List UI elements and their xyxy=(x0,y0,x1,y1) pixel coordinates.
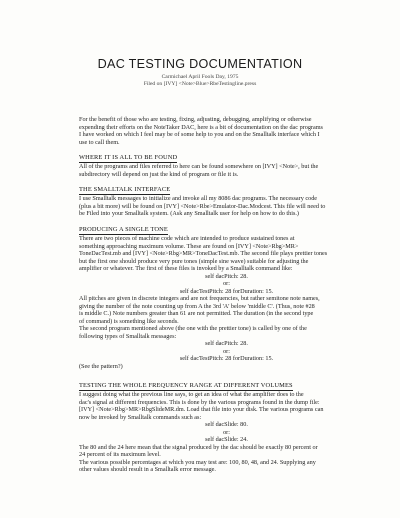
heading-text: TESTING THE WHOLE FREQUENCY RANGE AT DIFFERENT VOLUMES xyxy=(79,382,293,389)
section-body-smalltalk xyxy=(79,195,374,218)
intro-paragraph xyxy=(79,116,374,146)
text-line: All of the programs and files referred to here can be found somewhere on [IVY] <Note>, but the xyxy=(79,163,319,170)
text-line: giving the number of the note counting up from A the 3rd 'A' below 'middle C'. (Thus, note #28 xyxy=(79,302,315,310)
text-line: other values should result in a Smalltalk error message. xyxy=(79,466,216,473)
text-line: I have worked on which I feel may be of some help to you and on the Smalltalk interface which I xyxy=(79,131,320,138)
text-line: I suggest doing what the previous line says, to get an idea of what the amplifier does to the xyxy=(79,391,304,398)
text-line: following types of Smalltalk messages: xyxy=(79,332,177,340)
text-line: is middle C.) Note numbers greater than 61 are not permitted. The duration (in the second type xyxy=(79,310,314,317)
text-line: For the benefit of those who are testing, fixing, adjusting, debugging, amplifying or otherwise xyxy=(79,116,312,123)
text-line: All pitches are given in discrete integers and are not frequencies, but rather semitone note names, xyxy=(79,295,320,302)
text-line: 24 percent of its maximum level. xyxy=(79,451,161,458)
text-line: The 80 and the 24 here mean that the signal produced by the dac should be exactly 80 percent or xyxy=(79,443,318,451)
text-line: [IVY] <Note>Rbg>MR>RbgSlideMR.dm. Load that file into your disk. The various programs can xyxy=(79,406,324,413)
section-heading-frequency-range xyxy=(79,382,374,391)
document-title: DAC TESTING DOCUMENTATION xyxy=(97,57,303,71)
text-line: be Filed into your Smalltalk system. (Ask any Smalltalk user for help on how to do this.) xyxy=(79,210,299,217)
section-heading-smalltalk xyxy=(79,186,374,195)
text-line: I use Smalltalk messages to initialize and invoke all my 8086 dac programs. The necessary code xyxy=(79,195,318,202)
code-line: self dacPitch: 28. xyxy=(205,272,248,280)
document-subtitle-file: Filed on [IVY] <Note>Blue>RbeTestingline.press xyxy=(143,81,257,87)
text-line: There are two pieces of machine code which are intended to produce sustained tones at xyxy=(79,235,295,242)
text-line: something approaching maximum volume. These are found on [IVY] <Note>Rbg>MR> xyxy=(79,242,299,250)
code-line: self dacTestPitch: 28 forDuration: 15. xyxy=(179,355,274,362)
text-line: (plus a bit more) will be found on [IVY] <Note>Rbe>Emulator-Dac.Modcest. This file will need to xyxy=(79,202,326,210)
section-body-where xyxy=(79,163,374,178)
section-body-single-tone xyxy=(79,235,374,370)
section-heading-where xyxy=(79,154,374,163)
text-line: The second program mentioned above (the one with the prettier tone) is called by one of the xyxy=(79,325,307,332)
code-line: self dacSlide: 24. xyxy=(205,436,248,443)
text-line: ToneDacTest.mb and [IVY] <Note>Rbg>MR>ToneDacTest.mb. The second file plays prettier tones xyxy=(79,250,328,257)
code-line: or: xyxy=(223,280,230,287)
text-line: The various possible percentages at which you may test are: 100, 80, 48, and 24. Supplying any xyxy=(79,458,316,466)
text-line: but the first one should produce very pure tones (simple sine wave) suitable for adjusting the xyxy=(79,257,309,265)
heading-text: WHERE IT IS ALL TO BE FOUND xyxy=(79,154,178,161)
text-line: of command) is something like seconds. xyxy=(79,317,179,325)
code-line: or: xyxy=(223,428,230,436)
code-line: or: xyxy=(223,347,230,355)
text-line: use to call them. xyxy=(79,138,120,146)
text-line: amplifier or whatever. The first of these files is invoked by a Smalltalk command like: xyxy=(79,265,293,272)
code-line: self dacTestPitch: 28 forDuration: 15. xyxy=(179,287,274,295)
text-line: expending their efforts on the NoteTaker DAC, here is a bit of documentation on the dac programs xyxy=(79,123,323,131)
text-line: subdirectory will depend on just the kind of program or file it is. xyxy=(79,170,239,178)
section-heading-single-tone xyxy=(79,226,374,235)
text-line: now be invoked by Smalltalk commands such as: xyxy=(79,413,202,421)
heading-text: PRODUCING A SINGLE TONE xyxy=(79,226,168,233)
text-line: dac's signal at different frequencies. This is done by the various programs found in the dump file: xyxy=(79,398,320,406)
code-line: self dacPitch: 28. xyxy=(205,340,248,347)
heading-text: THE SMALLTALK INTERFACE xyxy=(79,186,171,193)
code-line: self dacSlide: 80. xyxy=(205,421,248,428)
document-subtitle-date: Carmichael April Fools Day, 1975 xyxy=(161,74,239,80)
section-body-frequency-range xyxy=(79,391,374,474)
text-line: (See the pattern?) xyxy=(79,362,123,370)
